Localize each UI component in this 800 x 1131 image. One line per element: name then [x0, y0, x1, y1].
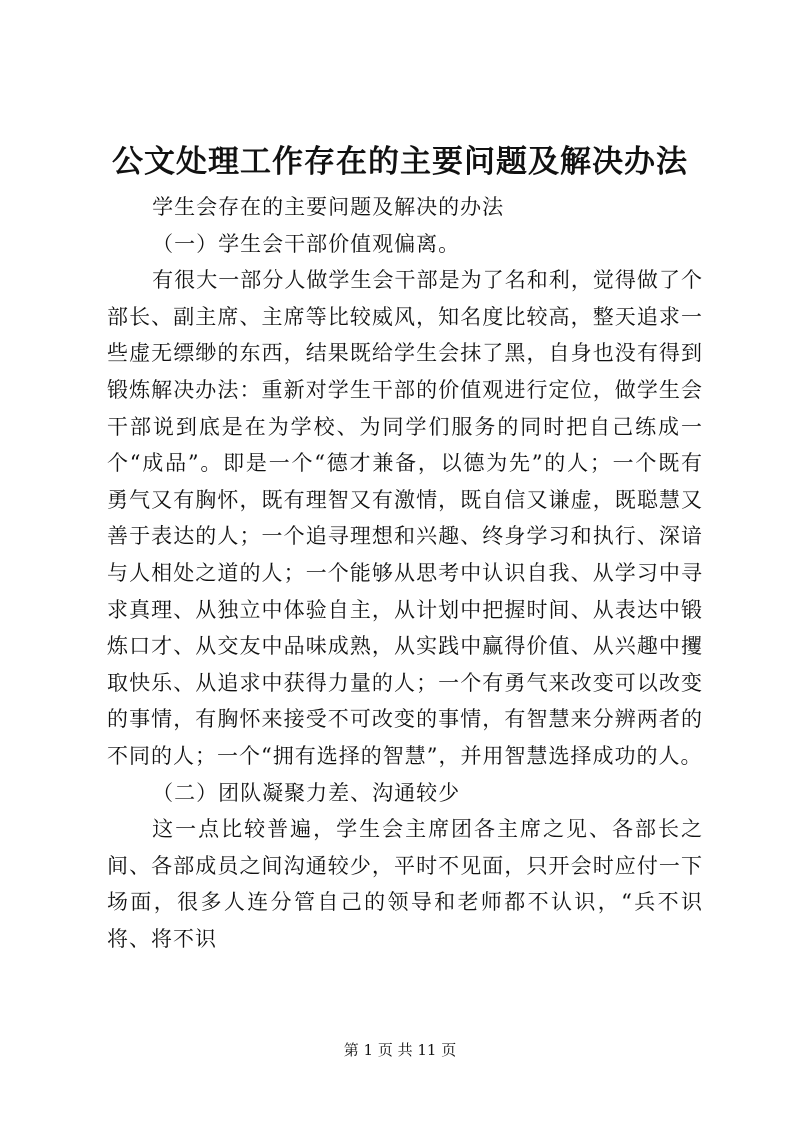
section-heading-1: （一）学生会干部价值观偏离。	[152, 231, 461, 256]
body-paragraph: 有很大一部分人做学生会干部是为了名和利，觉得做了个部长、副主席、主席等比较威风，知名度比较高，整天追求一些虚无缥缈的东西，结果既给学生会抹了黑，自身也没有得到锻炼解决办法：重新对学生干部的价值观进行定位，做学生会干部说到底是在为学校、为同学们服务的同时把自己练成一个“成品”。即是一个“德才兼备，以德为先”的人；一个既有勇气又有胸怀，既有理智又有激情，既自信又谦虚，既聪慧又善于表达的人；一个追寻理想和兴趣、终身学习和执行、深谙与人相处之道的人；一个能够从思考中认识自我、从学习中寻求真理、从独立中体验自主，从计划中把握时间、从表达中锻炼口才、从交友中品味成熟，从实践中赢得价值、从兴趣中攫取快乐、从追求中获得力量的人；一个有勇气来改变可以改变的事情，有胸怀来接受不可改变的事情，有智慧来分辨两者的不同的人；一个“拥有选择的智慧”，并用智慧选择成功的人。	[107, 268, 703, 768]
document-body	[107, 189, 703, 957]
body-paragraph: 这一点比较普遍，学生会主席团各主席之见、各部长之间、各部成员之间沟通较少，平时不见面，只开会时应付一下场面，很多人连分管自己的领导和老师都不认识，“兵不识将、将不识	[107, 817, 703, 951]
document-title: 公文处理工作存在的主要问题及解决办法	[112, 144, 688, 180]
subtitle-paragraph: 学生会存在的主要问题及解决的办法	[152, 195, 505, 219]
page-number-footer: 第 1 页 共 11 页	[343, 1041, 457, 1059]
section-heading-2: （二）团队凝聚力差、沟通较少	[152, 780, 461, 805]
